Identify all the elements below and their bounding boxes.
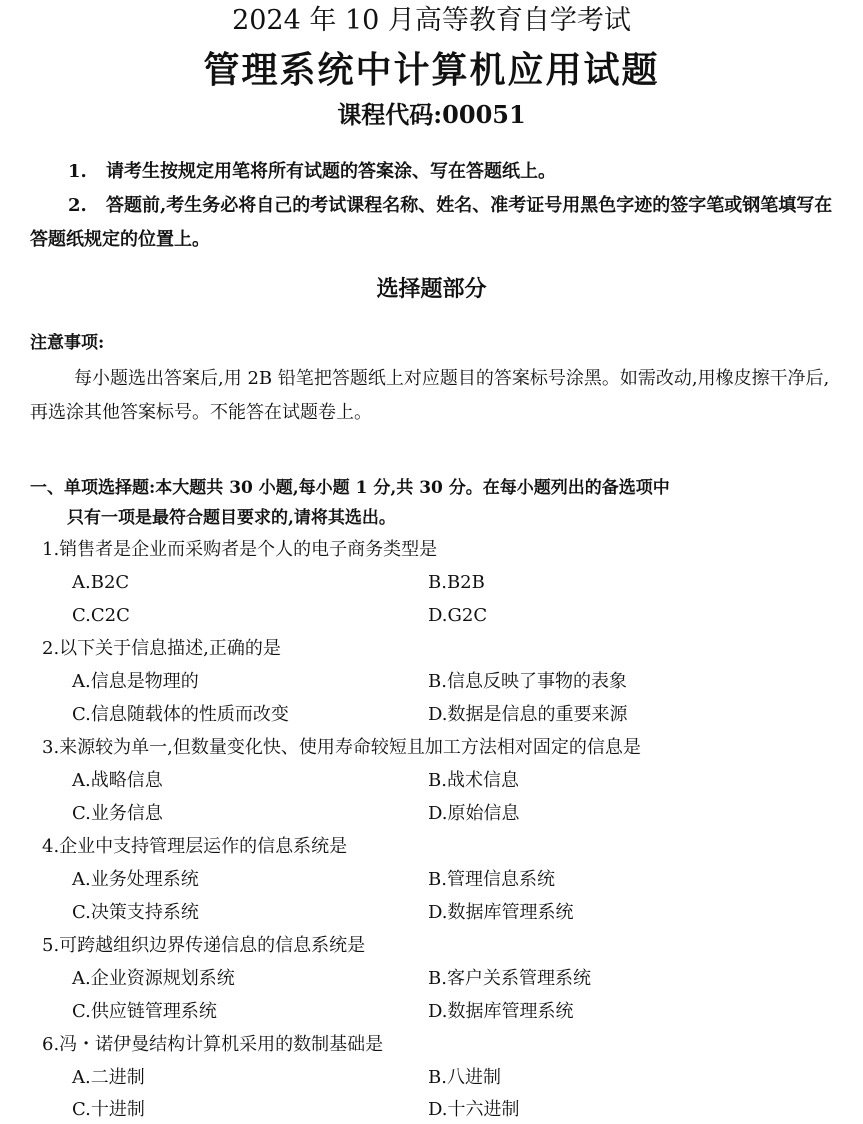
question-4-option-a: A.业务处理系统 <box>72 869 199 890</box>
notice-label: 注意事项: <box>30 333 105 353</box>
notice-text: 每小题选出答案后,用 2B 铅笔把答题纸上对应题目的答案标号涂黑。如需改动,用橡皮擦干净后,再选涂其他答案标号。不能答在试题卷上。 <box>30 368 830 423</box>
question-3-option-b: B.战术信息 <box>428 770 519 791</box>
course-title: 管理系统中计算机应用试题 <box>203 49 660 91</box>
question-4-option-c: C.决策支持系统 <box>72 902 199 923</box>
question-2-option-b: B.信息反映了事物的表象 <box>428 671 627 692</box>
question-2-option-a: A.信息是物理的 <box>72 671 199 692</box>
instruction-text: 请考生按规定用笔将所有试题的答案涂、写在答题纸上。 <box>106 161 556 182</box>
question-6-option-d: D.十六进制 <box>428 1099 520 1120</box>
question-4-option-b: B.管理信息系统 <box>428 869 555 890</box>
question-5-stem: 5.可跨越组织边界传递信息的信息系统是 <box>42 935 366 956</box>
question-1-option-d: D.G2C <box>428 605 488 626</box>
question-1-option-b: B.B2B <box>428 572 485 593</box>
instruction-number: 1. <box>68 161 87 182</box>
question-4-option-d: D.数据库管理系统 <box>428 902 574 923</box>
question-2-option-d: D.数据是信息的重要来源 <box>428 704 628 725</box>
instruction-1 <box>30 155 835 189</box>
question-2-stem: 2.以下关于信息描述,正确的是 <box>42 638 281 659</box>
instruction-number: 2. <box>68 195 87 216</box>
question-6-option-c: C.十进制 <box>72 1099 145 1120</box>
section-heading: 选择题部分 <box>376 276 487 302</box>
instruction-2 <box>30 189 835 257</box>
question-2-option-c: C.信息随载体的性质而改变 <box>72 704 289 725</box>
question-3-stem: 3.来源较为单一,但数量变化快、使用寿命较短且加工方法相对固定的信息是 <box>42 737 641 758</box>
question-5-option-a: A.企业资源规划系统 <box>72 968 235 989</box>
instruction-text: 答题前,考生务必将自己的考试课程名称、姓名、准考证号用黑色字迹的签字笔或钢笔填写在答题纸规定的位置上。 <box>30 195 833 250</box>
exam-title: 2024 年 10 月高等教育自学考试 <box>232 5 631 36</box>
question-6-option-a: A.二进制 <box>72 1067 145 1088</box>
question-3-option-c: C.业务信息 <box>72 803 163 824</box>
question-4-stem: 4.企业中支持管理层运作的信息系统是 <box>42 836 348 857</box>
question-1-stem: 1.销售者是企业而采购者是个人的电子商务类型是 <box>42 539 438 560</box>
question-5-option-d: D.数据库管理系统 <box>428 1001 574 1022</box>
question-5-option-c: C.供应链管理系统 <box>72 1001 217 1022</box>
question-3-option-a: A.战略信息 <box>72 770 163 791</box>
question-6-option-b: B.八进制 <box>428 1067 501 1088</box>
course-code: 课程代码:00051 <box>337 100 526 129</box>
question-3-option-d: D.原始信息 <box>428 803 520 824</box>
part-one-heading <box>30 473 820 533</box>
part-heading-line-1: 一、单项选择题:本大题共 30 小题,每小题 1 分,共 30 分。在每小题列出的备选项中 <box>30 478 670 498</box>
question-1-option-a: A.B2C <box>72 572 130 593</box>
question-5-option-b: B.客户关系管理系统 <box>428 968 591 989</box>
question-1-option-c: C.C2C <box>72 605 130 626</box>
part-heading-line-2: 只有一项是最符合题目要求的,请将其选出。 <box>67 508 396 528</box>
question-6-stem: 6.冯・诺伊曼结构计算机采用的数制基础是 <box>42 1034 384 1055</box>
